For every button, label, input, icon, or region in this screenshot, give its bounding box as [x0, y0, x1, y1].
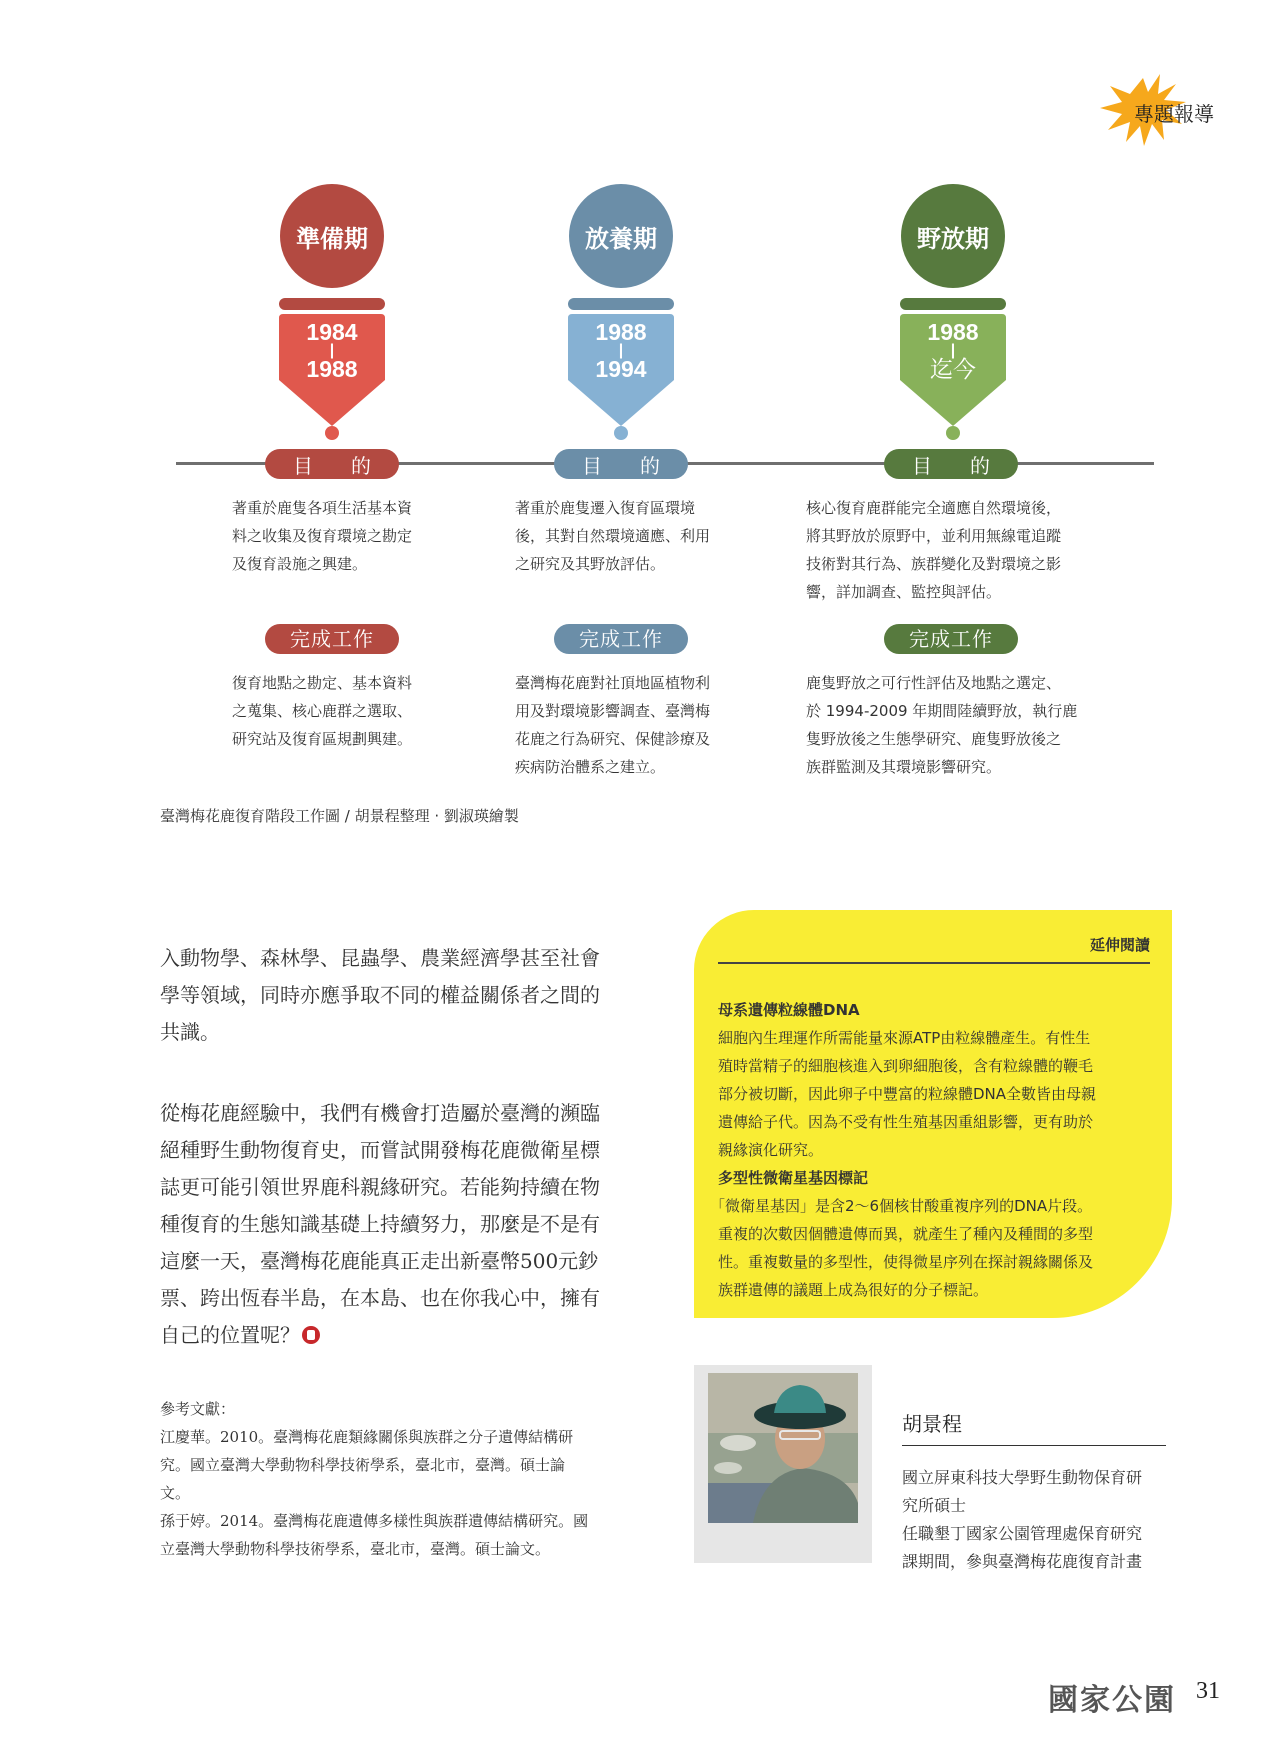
text-line: 族群監測及其環境影響研究。 — [806, 758, 1002, 776]
text-line: 之研究及其野放評估。 — [515, 555, 666, 573]
text-line: 用及對環境影響調查、臺灣梅 — [515, 702, 711, 720]
goal-label-left: 目 — [582, 453, 602, 478]
text-line: 及復育設施之興建。 — [232, 555, 368, 573]
text-line: 國立屏東科技大學野生動物保育研 — [902, 1468, 1143, 1487]
text-line: 誌更可能引領世界鹿科親緣研究。若能夠持續在物 — [160, 1175, 600, 1199]
article-paragraph-2 — [160, 1095, 640, 1354]
divider — [902, 1445, 1166, 1446]
text-line: 性。重複數量的多型性，使得微星序列在探討親緣關係及 — [718, 1253, 1094, 1271]
goal-label-left: 目 — [912, 453, 932, 478]
further-reading-content — [710, 996, 1150, 1304]
section-title: 多型性微衛星基因標記 — [718, 1169, 869, 1187]
text-line: 究。國立臺灣大學動物科學技術學系，臺北市，臺灣。碩士論 — [160, 1456, 566, 1474]
text-line: 於 1994-2009 年期間陸續野放，執行鹿 — [806, 702, 1078, 720]
goal-label-right: 的 — [351, 453, 371, 478]
phase-circle — [569, 184, 673, 288]
reference-item — [160, 1423, 650, 1507]
text-line: 料之收集及復育環境之勘定 — [232, 527, 413, 545]
goal-text — [806, 494, 1126, 606]
year-end: 迄今 — [930, 356, 976, 382]
timeline-dot — [946, 426, 960, 440]
text-line: 細胞內生理運作所需能量來源ATP由粒線體產生。有性生 — [718, 1029, 1091, 1047]
article-paragraph-1 — [160, 940, 640, 1051]
text-line: 立臺灣大學動物科學技術學系，臺北市，臺灣。碩士論文。 — [160, 1540, 551, 1558]
text-line: 著重於鹿隻遷入復育區環境 — [515, 499, 696, 517]
text-line: 究所碩士 — [902, 1496, 967, 1515]
year-end: 1988 — [306, 356, 358, 382]
text-line-last — [160, 1317, 640, 1354]
text-line: 共識。 — [160, 1020, 220, 1044]
year-pin — [279, 314, 385, 434]
year-end: 1994 — [595, 356, 647, 382]
phase-circle — [901, 184, 1005, 288]
done-text — [232, 669, 462, 753]
phase-title: 放養期 — [585, 224, 657, 253]
author-photo-frame — [694, 1365, 872, 1563]
text-line: 復育地點之勘定、基本資料 — [232, 674, 413, 692]
year-pin — [900, 314, 1006, 434]
goal-label-left: 目 — [293, 453, 313, 478]
year-start: 1988 — [595, 319, 647, 345]
text-line: 技術對其行為、族群變化及對環境之影 — [806, 555, 1062, 573]
timeline-dot — [614, 426, 628, 440]
text-line: 響，詳加調查、監控與評估。 — [806, 583, 1002, 601]
end-mark-icon — [302, 1326, 320, 1344]
goal-label-right: 的 — [640, 453, 660, 478]
year-start: 1988 — [927, 319, 979, 345]
text-line: 任職墾丁國家公園管理處保育研究 — [902, 1524, 1143, 1543]
year-range — [568, 319, 674, 382]
further-reading-box — [694, 910, 1172, 1318]
text-line: 疾病防治體系之建立。 — [515, 758, 666, 776]
text-line: 花鹿之行為研究、保健診療及 — [515, 730, 711, 748]
text-line: 自己的位置呢？ — [160, 1323, 300, 1347]
done-label: 完成工作 — [265, 624, 399, 654]
phase-bar — [568, 298, 674, 310]
goal-text — [232, 494, 462, 578]
author-bio — [902, 1464, 1172, 1576]
text-line: 重複的次數因個體遺傳而異，就產生了種內及種間的多型 — [718, 1225, 1094, 1243]
goal-label-right: 的 — [970, 453, 990, 478]
text-line: 學等領域，同時亦應爭取不同的權益關係者之間的 — [160, 983, 600, 1007]
goal-text — [515, 494, 755, 578]
text-line: 研究站及復育區規劃興建。 — [232, 730, 413, 748]
goal-label — [265, 449, 399, 479]
text-line: 親緣演化研究。 — [718, 1141, 824, 1159]
section-title: 母系遺傳粒線體DNA — [718, 1001, 860, 1019]
text-line: 課期間，參與臺灣梅花鹿復育計畫 — [902, 1552, 1143, 1571]
text-line: 之蒐集、核心鹿群之選取、 — [232, 702, 413, 720]
text-line: 核心復育鹿群能完全適應自然環境後， — [806, 499, 1062, 517]
text-line: 孫于婷。2014。臺灣梅花鹿遺傳多樣性與族群遺傳結構研究。國 — [160, 1512, 589, 1530]
text-line: 文。 — [160, 1484, 191, 1502]
text-line: 從梅花鹿經驗中，我們有機會打造屬於臺灣的瀕臨 — [160, 1101, 600, 1125]
text-line: 票、跨出恆春半島，在本島、也在你我心中，擁有 — [160, 1286, 600, 1310]
references — [160, 1395, 650, 1563]
reference-item — [160, 1507, 650, 1563]
year-separator: | — [329, 342, 335, 359]
text-line: 這麼一天，臺灣梅花鹿能真正走出新臺幣500元鈔 — [160, 1249, 599, 1273]
text-line: 入動物學、森林學、昆蟲學、農業經濟學甚至社會 — [160, 946, 600, 970]
year-separator: | — [950, 342, 956, 359]
section-tag-label: 專題報導 — [1134, 102, 1214, 126]
text-line: 種復育的生態知識基礎上持續努力，那麼是不是有 — [160, 1212, 600, 1236]
done-label: 完成工作 — [554, 624, 688, 654]
author-photo — [708, 1373, 858, 1523]
done-text — [515, 669, 755, 781]
figure-caption: 臺灣梅花鹿復育階段工作圖 / 胡景程整理 ‧ 劉淑瑛繪製 — [160, 807, 519, 825]
text-line: 後，其對自然環境適應、利用 — [515, 527, 711, 545]
text-line: 絕種野生動物復育史，而嘗試開發梅花鹿微衛星標 — [160, 1138, 600, 1162]
year-range — [900, 319, 1006, 382]
text-line: 隻野放後之生態學研究、鹿隻野放後之 — [806, 730, 1062, 748]
text-line: 臺灣梅花鹿對社頂地區植物利 — [515, 674, 711, 692]
author-name: 胡景程 — [902, 1412, 962, 1436]
year-start: 1984 — [306, 319, 358, 345]
text-line: 「微衛星基因」是含2～6個核甘酸重複序列的DNA片段。 — [710, 1197, 1093, 1215]
text-line: 遺傳給子代。因為不受有性生殖基因重組影響，更有助於 — [718, 1113, 1094, 1131]
text-line: 江慶華。2010。臺灣梅花鹿類緣關係與族群之分子遺傳結構研 — [160, 1428, 574, 1446]
timeline-dot — [325, 426, 339, 440]
phase-circle — [280, 184, 384, 288]
year-pin — [568, 314, 674, 434]
references-heading: 參考文獻： — [160, 1400, 236, 1418]
section-tag — [1098, 70, 1268, 150]
further-reading-heading: 延伸閱讀 — [1089, 936, 1150, 954]
phase-title: 準備期 — [296, 224, 368, 253]
year-range — [279, 319, 385, 382]
phase-title: 野放期 — [917, 224, 989, 253]
done-text — [806, 669, 1126, 781]
phase-bar — [900, 298, 1006, 310]
text-line: 部分被切斷，因此卵子中豐富的粒線體DNA全數皆由母親 — [718, 1085, 1097, 1103]
text-line: 殖時當精子的細胞核進入到卵細胞後，含有粒線體的鞭毛 — [718, 1057, 1094, 1075]
done-label: 完成工作 — [884, 624, 1018, 654]
text-line: 著重於鹿隻各項生活基本資 — [232, 499, 413, 517]
year-separator: | — [618, 342, 624, 359]
phase-bar — [279, 298, 385, 310]
page-number: 31 — [1196, 1678, 1220, 1704]
text-line: 鹿隻野放之可行性評估及地點之選定、 — [806, 674, 1062, 692]
divider — [718, 962, 1150, 964]
magazine-logo: 國家公園 — [1048, 1683, 1176, 1718]
goal-label — [554, 449, 688, 479]
goal-label — [884, 449, 1018, 479]
text-line: 族群遺傳的議題上成為很好的分子標記。 — [718, 1281, 989, 1299]
text-line: 將其野放於原野中，並利用無線電追蹤 — [806, 527, 1062, 545]
